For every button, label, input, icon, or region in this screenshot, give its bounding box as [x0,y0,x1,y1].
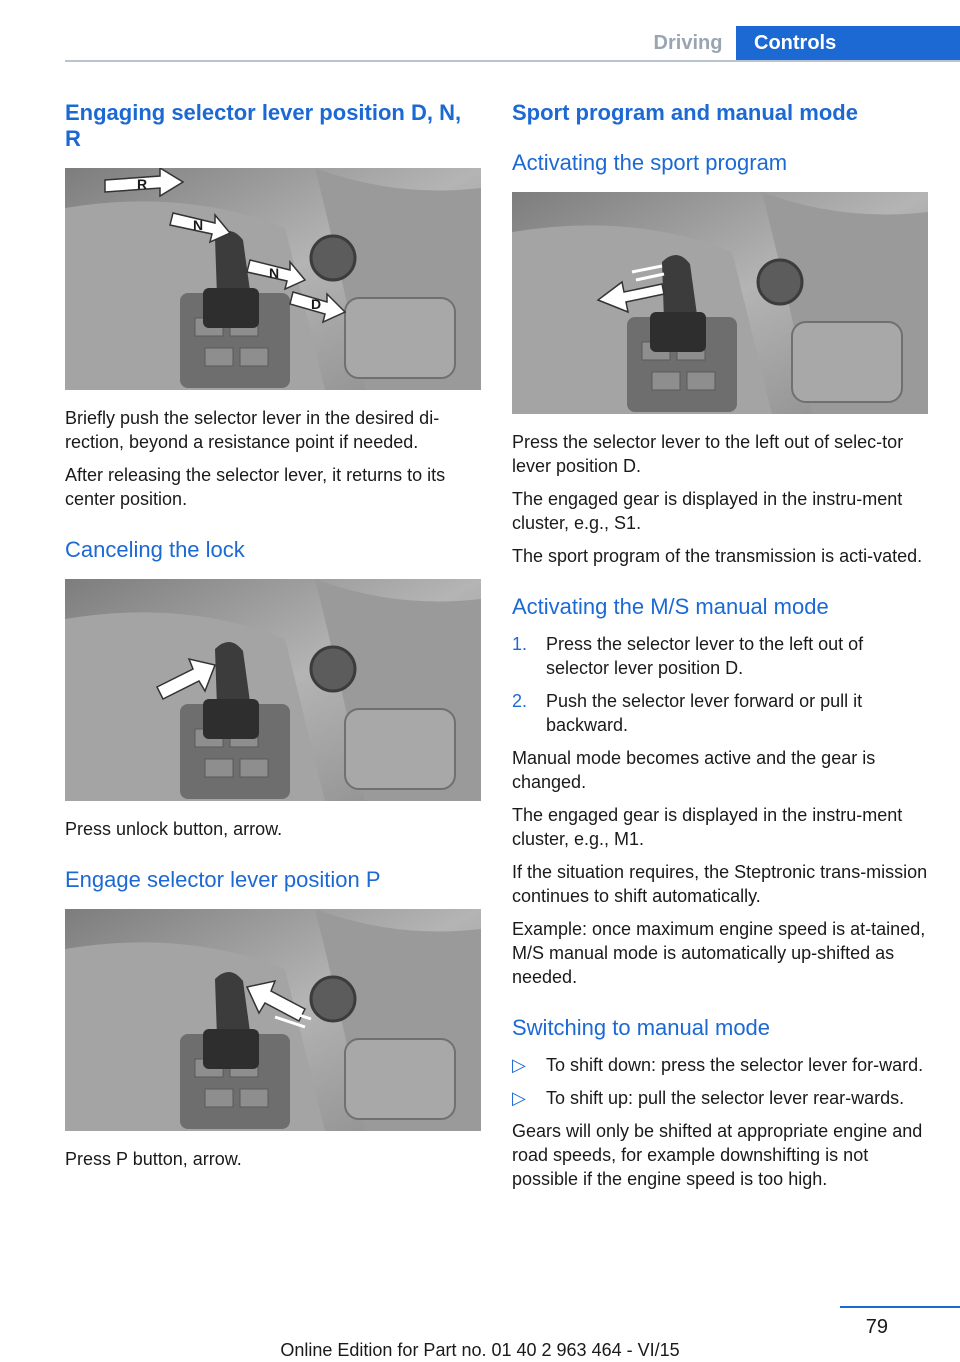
fig-label-r: R [137,176,148,192]
text-briefly-push: Briefly push the selector lever in the desired di‐rection, beyond a resistance point if needed. [65,408,440,452]
heading-engage-p: Engage selector lever position P [65,867,381,892]
figure-unlock-button [65,579,481,801]
list-item: ▷ To shift up: pull the selector lever rear‐wards. [512,1088,905,1108]
text-manual-active: Manual mode becomes active and the gear is changed. [512,748,876,792]
heading-switching-manual: Switching to manual mode [512,1015,771,1040]
fig-label-n1: N [193,217,204,233]
list-item: 2. Push the selector lever forward or pull it backward. [512,691,863,735]
page-number: 79 [865,1316,888,1338]
right-column [512,100,928,1200]
steps-list [512,632,928,737]
text-after-releasing: After releasing the selector lever, it returns to its center position. [65,465,446,509]
triangle-bullet-icon: ▷ [512,1088,526,1108]
figure-p-button [65,909,481,1131]
header-section-label: Driving [653,32,723,54]
text-press-left: Press the selector lever to the left out of selec‐tor lever position D. [512,432,904,476]
bullet-list [512,1053,928,1110]
text-gears-shifted: Gears will only be shifted at appropriate engine and road speeds, for example downshifting is not possible if the engine speed is too high. [512,1121,923,1189]
triangle-bullet-icon: ▷ [512,1055,526,1075]
heading-engage-dnr: Engaging selector lever position D, N, R [65,100,462,151]
text-sport-activated: The sport program of the transmission is acti‐vated. [512,546,923,566]
text-steptronic: If the situation requires, the Steptronic trans‐mission continues to shift automatically. [512,862,928,906]
figure-sport-program [512,192,928,414]
list-item: 1. Press the selector lever to the left out of selector lever position D. [512,634,864,678]
header-chapter-tab: Controls [736,26,960,62]
heading-activating-sport: Activating the sport program [512,150,788,175]
figure-selector-dnr [65,168,481,390]
text-example: Example: once maximum engine speed is at‐tained, M/S manual mode is automatically up‐shifted as needed. [512,919,926,987]
heading-sport-manual: Sport program and manual mode [512,100,858,125]
text-engaged-m1: The engaged gear is displayed in the instru‐ment cluster, e.g., M1. [512,805,903,849]
text-press-unlock: Press unlock button, arrow. [65,819,283,839]
left-column [65,100,481,1180]
heading-canceling-lock: Canceling the lock [65,537,245,562]
list-item: ▷ To shift down: press the selector lever for‐ward. [512,1055,924,1075]
step-number: 2. [512,691,528,711]
step-number: 1. [512,634,528,654]
heading-activating-ms: Activating the M/S manual mode [512,594,829,619]
fig-label-n2: N [269,265,280,281]
text-engaged-s1: The engaged gear is displayed in the instru‐ment cluster, e.g., S1. [512,489,903,533]
footer-divider [840,1306,960,1308]
fig-label-d: D [311,296,322,312]
text-press-p: Press P button, arrow. [65,1149,242,1169]
footer-edition: Online Edition for Part no. 01 40 2 963 464 - VI/15 [280,1340,680,1360]
header-divider [65,60,960,62]
